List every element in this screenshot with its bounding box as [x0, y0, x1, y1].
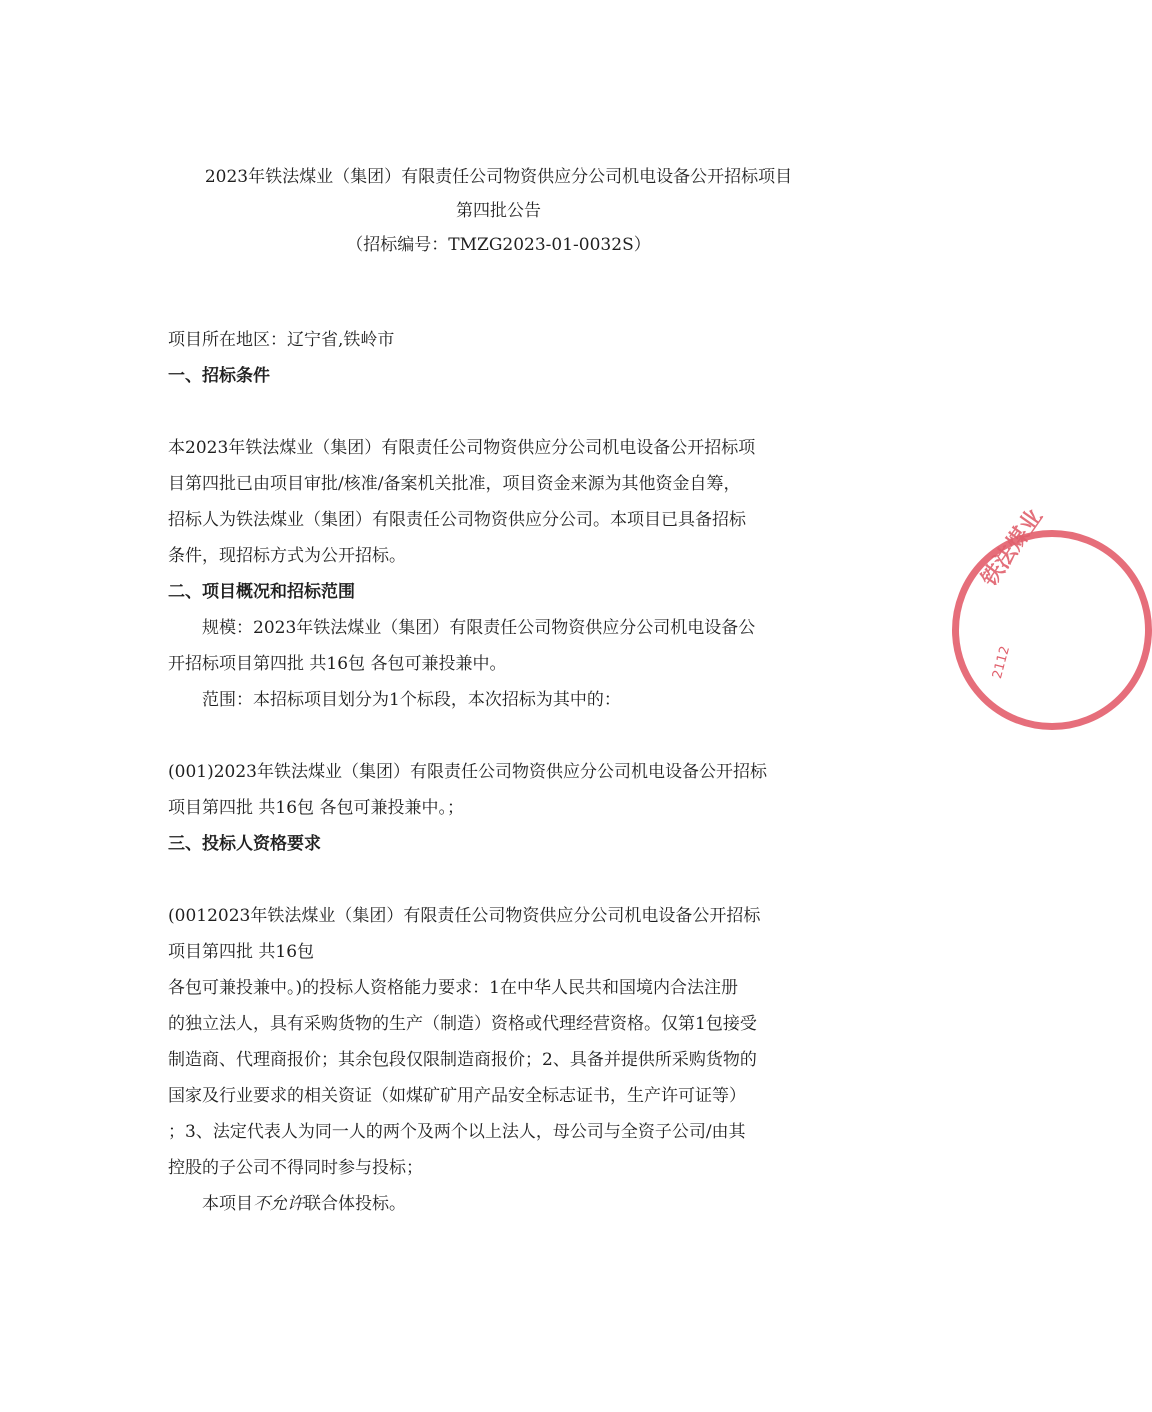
- section-heading-bidder-qualification: 三、投标人资格要求: [168, 834, 321, 854]
- joint-bid-suffix: 联合体投标。: [304, 1194, 406, 1214]
- stamp-number: 2112: [990, 644, 1014, 681]
- qualification-line: 的独立法人，具有采购货物的生产（制造）资格或代理经营资格。仅第1包接受: [168, 1014, 757, 1034]
- paragraph-line: 招标人为铁法煤业（集团）有限责任公司物资供应分公司。本项目已具备招标: [168, 510, 746, 530]
- joint-bid-statement: [168, 1186, 838, 1222]
- title-line-1: 2023年铁法煤业（集团）有限责任公司物资供应分公司机电设备公开招标项目: [204, 167, 793, 187]
- qualification-line: 制造商、代理商报价；其余包段仅限制造商报价；2、具备并提供所采购货物的: [168, 1050, 757, 1070]
- lot-item-line-2: 项目第四批 共16包 各包可兼投兼中。；: [168, 798, 464, 818]
- tender-number: （招标编号：TMZG2023-01-0032S）: [346, 235, 651, 255]
- joint-bid-prefix: 本项目: [202, 1194, 253, 1214]
- qualification-line: 控股的子公司不得同时参与投标；: [168, 1158, 423, 1178]
- qualification-line: ；3、法定代表人为同一人的两个及两个以上法人，母公司与全资子公司/由其: [168, 1122, 746, 1142]
- section-heading-project-overview: 二、项目概况和招标范围: [168, 582, 355, 602]
- paragraph-line: 条件，现招标方式为公开招标。: [168, 546, 406, 566]
- project-location: 项目所在地区：辽宁省,铁岭市: [168, 330, 395, 350]
- lot-item-line-1: (001)2023年铁法煤业（集团）有限责任公司物资供应分公司机电设备公开招标: [168, 762, 767, 782]
- document-title: [100, 160, 897, 262]
- scale-line-1: 规模：2023年铁法煤业（集团）有限责任公司物资供应分公司机电设备公: [202, 618, 756, 638]
- qualification-line: 各包可兼投兼中。)的投标人资格能力要求：1在中华人民共和国境内合法注册: [168, 978, 738, 998]
- scale-line-2: 开招标项目第四批 共16包 各包可兼投兼中。: [168, 654, 507, 674]
- qualification-line: 项目第四批 共16包: [168, 942, 315, 962]
- document-body: [168, 322, 838, 1222]
- qualification-line: 国家及行业要求的相关资证（如煤矿矿用产品安全标志证书，生产许可证等）: [168, 1086, 746, 1106]
- stamp-text: 铁法煤业: [977, 504, 1048, 592]
- paragraph-line: 目第四批已由项目审批/核准/备案机关批准，项目资金来源为其他资金自筹，: [168, 474, 741, 494]
- paragraph-line: 本2023年铁法煤业（集团）有限责任公司物资供应分公司机电设备公开招标项: [168, 438, 756, 458]
- scope-line: 范围：本招标项目划分为1个标段，本次招标为其中的：: [202, 690, 621, 710]
- official-seal-stamp: [952, 504, 1152, 730]
- qualification-line: (0012023年铁法煤业（集团）有限责任公司物资供应分公司机电设备公开招标: [168, 906, 761, 926]
- section-heading-tender-conditions: 一、招标条件: [168, 366, 270, 386]
- joint-bid-not-allowed: 不允许: [253, 1194, 304, 1214]
- title-line-2: 第四批公告: [456, 201, 541, 221]
